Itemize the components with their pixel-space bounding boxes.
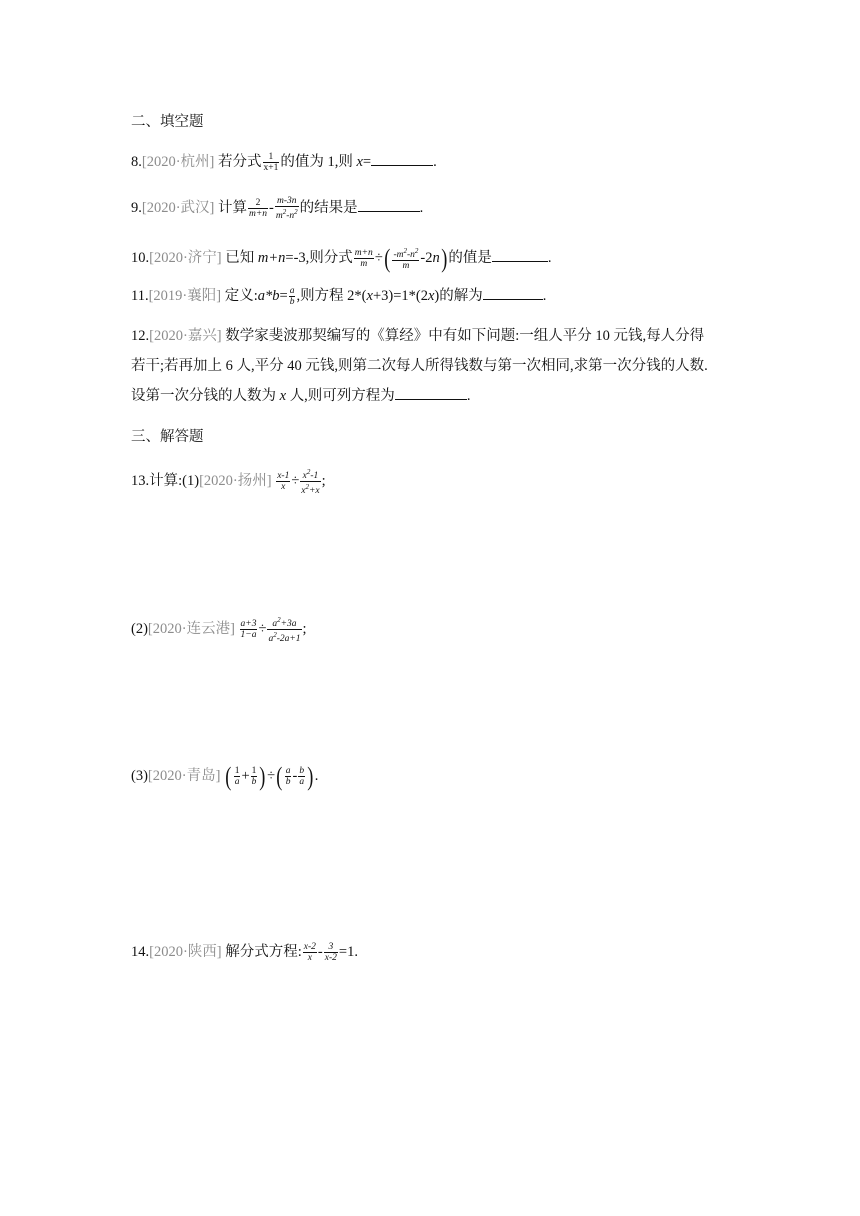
q14-number: 14. bbox=[131, 944, 150, 960]
q9-f2-den-sq1: 2 bbox=[282, 208, 287, 216]
q13-1-f2-num-rest: -1 bbox=[310, 471, 319, 482]
q9-f1-den: m+n bbox=[249, 209, 268, 220]
q11-text-b: ,则方程 2*( bbox=[296, 288, 367, 304]
q13-2-f2-den-a: a bbox=[268, 634, 274, 645]
q13-2-f2-den-rest: -2a+1 bbox=[276, 634, 301, 645]
q13-1-f2-num-x: x bbox=[302, 471, 307, 482]
q8-answer-blank[interactable] bbox=[371, 151, 433, 166]
q9-f1-num: 2 bbox=[248, 198, 268, 209]
q10-f2-num-m: -m bbox=[393, 250, 404, 261]
q11-frac-den: b bbox=[289, 297, 295, 308]
q13-3-frac-2b-num: b bbox=[299, 766, 305, 777]
q13-3-frac-2a-den: b bbox=[285, 777, 291, 788]
q10-right-paren: ) bbox=[441, 243, 448, 273]
q13-2-div: ÷ bbox=[258, 620, 267, 637]
q13-1-source: [2020·扬州] bbox=[199, 472, 272, 489]
q13-2-f2-num-a: a bbox=[272, 619, 278, 630]
q10-n: n bbox=[432, 249, 440, 266]
q10-minus: -2 bbox=[420, 249, 433, 266]
q12-number: 12. bbox=[131, 328, 150, 344]
q8-frac-num: 1 bbox=[263, 152, 280, 163]
q8-source: [2020·杭州] bbox=[141, 154, 215, 170]
q13-1-f2-den-sq: 2 bbox=[305, 483, 310, 492]
q10-end: . bbox=[547, 249, 552, 266]
q9-f2-den-m: m bbox=[275, 211, 283, 222]
q13-2-f1-num: a+3 bbox=[240, 619, 257, 630]
q14-end: =1. bbox=[338, 944, 358, 960]
q13-3-rparen-2: ) bbox=[307, 761, 314, 791]
q11-answer-blank[interactable] bbox=[483, 285, 543, 300]
q9-number: 9. bbox=[131, 199, 142, 216]
q8-var-x: x bbox=[356, 154, 363, 170]
q11-eq: = bbox=[279, 288, 288, 304]
q9-f2-den bbox=[275, 207, 299, 221]
q13-1-fraction-1 bbox=[276, 471, 290, 492]
q14-text-a: 解分式方程: bbox=[221, 944, 302, 960]
q13-3-frac-2b bbox=[298, 766, 305, 787]
q13-3-minus: - bbox=[292, 768, 298, 784]
q9-end: . bbox=[419, 199, 424, 216]
q13-2-f1-den: 1−a bbox=[240, 630, 257, 641]
q13-3-lead: (3) bbox=[131, 768, 148, 784]
q11-x2: x bbox=[427, 288, 435, 304]
q13-3-frac-2a bbox=[285, 766, 292, 787]
q8-end: . bbox=[433, 154, 437, 170]
question-13-part-2 bbox=[131, 615, 307, 644]
q10-f2-num-sq2: 2 bbox=[414, 247, 419, 255]
q13-1-f2-den-rest: +x bbox=[309, 486, 320, 497]
q13-1-f2-den-x: x bbox=[301, 486, 306, 497]
q13-1-f2-den bbox=[300, 482, 320, 496]
q13-1-div: ÷ bbox=[291, 472, 300, 489]
question-9 bbox=[131, 196, 423, 221]
q8-eq: = bbox=[362, 154, 372, 170]
q14-f2-den: x-2 bbox=[324, 953, 337, 964]
q13-1-fraction-2 bbox=[300, 467, 320, 496]
q12-end: . bbox=[466, 388, 471, 404]
q14-op: - bbox=[317, 944, 323, 960]
q13-1-f1-den: x bbox=[281, 482, 286, 493]
q11-text-a: 定义: bbox=[221, 288, 258, 304]
q12-var-x: x bbox=[279, 388, 287, 404]
q13-2-lead: (2) bbox=[131, 620, 148, 637]
q13-3-lparen-2: ( bbox=[276, 761, 283, 791]
q11-end: . bbox=[542, 288, 547, 304]
q13-3-frac-1a-den: a bbox=[234, 777, 240, 788]
q13-2-end: ; bbox=[302, 620, 307, 637]
q13-1-f1-num: x-1 bbox=[277, 471, 290, 482]
q11-source: [2019·襄阳] bbox=[148, 288, 222, 304]
q11-text-d: )的解为 bbox=[434, 288, 483, 304]
q13-2-f2-den bbox=[267, 630, 301, 644]
q10-f2-num-n: -n bbox=[406, 250, 415, 261]
q13-2-fraction-2 bbox=[267, 615, 301, 644]
q10-fraction-2 bbox=[392, 246, 419, 271]
q13-3-frac-1b-den: b bbox=[251, 777, 257, 788]
q12-line-1 bbox=[131, 321, 741, 351]
q14-f1-num: x-2 bbox=[303, 942, 316, 953]
q13-3-lparen-1: ( bbox=[225, 761, 232, 791]
q9-fraction-1 bbox=[248, 198, 268, 219]
question-11 bbox=[131, 285, 546, 307]
q10-f2-num bbox=[392, 246, 419, 261]
q13-1-f2-num bbox=[300, 467, 320, 482]
q12-answer-blank[interactable] bbox=[395, 385, 467, 400]
q10-text-c: 的值是 bbox=[448, 249, 492, 266]
q11-text-c: +3)=1*(2 bbox=[372, 288, 428, 304]
q12-text-3a: 设第一次分钱的人数为 bbox=[131, 388, 280, 404]
q10-left-paren: ( bbox=[384, 243, 391, 273]
q9-op: - bbox=[269, 199, 274, 216]
q10-number: 10. bbox=[131, 249, 150, 266]
q9-f2-den-sq2: 2 bbox=[294, 208, 298, 216]
q12-source: [2020·嘉兴] bbox=[149, 328, 222, 344]
q10-text-a: 已知 bbox=[221, 249, 258, 266]
q13-2-f2-den-sq: 2 bbox=[273, 631, 277, 640]
q10-f1-num: m+n bbox=[354, 248, 373, 259]
q9-answer-blank[interactable] bbox=[358, 197, 420, 212]
q14-fraction-1 bbox=[303, 942, 317, 963]
q13-2-fraction-1 bbox=[240, 619, 258, 640]
q8-text-b: 的值为 1,则 bbox=[280, 154, 357, 170]
q13-3-source: [2020·青岛] bbox=[147, 768, 221, 784]
section-answer-title: 三、解答题 bbox=[131, 429, 204, 445]
q13-2-source: [2020·连云港] bbox=[147, 620, 235, 637]
q13-3-div: ÷ bbox=[267, 768, 276, 784]
q10-div: ÷ bbox=[374, 249, 383, 266]
q14-f1-den: x bbox=[307, 953, 312, 964]
q10-f1-den: m bbox=[360, 259, 368, 270]
q10-fraction-1 bbox=[354, 248, 374, 269]
q8-fraction bbox=[263, 152, 280, 173]
q13-3-rparen-1: ) bbox=[259, 761, 266, 791]
q13-3-end: . bbox=[314, 768, 319, 784]
q13-2-f2-num-rest: +3a bbox=[280, 619, 297, 630]
q10-f2-den: m bbox=[402, 261, 410, 272]
q11-ab: a*b bbox=[257, 288, 280, 304]
q12-text-3b: 人,则可列方程为 bbox=[286, 388, 395, 404]
section-fill-in-title: 二、填空题 bbox=[131, 114, 204, 130]
q13-3-frac-1a-num: 1 bbox=[234, 766, 240, 777]
q11-frac-num: a bbox=[289, 286, 295, 297]
q13-3-frac-1b-num: 1 bbox=[251, 766, 257, 777]
q8-frac-den: x+1 bbox=[263, 163, 279, 174]
question-12 bbox=[131, 321, 741, 411]
q9-text-b: 的结果是 bbox=[299, 199, 358, 216]
q13-3-frac-2a-num: a bbox=[285, 766, 291, 777]
q11-fraction bbox=[289, 286, 296, 307]
q11-x1: x bbox=[366, 288, 373, 304]
q13-3-frac-2b-den: a bbox=[299, 777, 305, 788]
q8-text-a: 若分式 bbox=[214, 154, 262, 170]
question-8 bbox=[131, 151, 437, 173]
q9-fraction-2 bbox=[275, 196, 299, 221]
q13-3-frac-1a bbox=[234, 766, 241, 787]
q11-number: 11. bbox=[131, 288, 149, 304]
question-13-part-1 bbox=[131, 467, 326, 496]
q12-line-3 bbox=[131, 381, 741, 411]
q13-1-f2-num-sq: 2 bbox=[306, 468, 311, 476]
q9-text-a: 计算 bbox=[214, 199, 247, 216]
q10-expr: m+n bbox=[257, 249, 286, 266]
q10-source: [2020·济宁] bbox=[149, 249, 222, 266]
q12-text-1: 数学家斐波那契编写的《算经》中有如下问题:一组人平分 10 元钱,每人分得 bbox=[221, 328, 705, 344]
q13-3-plus: + bbox=[241, 768, 250, 784]
q10-text-b: =-3,则分式 bbox=[285, 249, 353, 266]
q13-1-lead: 13.计算:(1) bbox=[131, 472, 200, 489]
q12-line-2: 若干;若再加上 6 人,平分 40 元钱,则第二次每人所得钱数与第一次相同,求第一次分钱的人数. bbox=[131, 358, 708, 374]
q9-source: [2020·武汉] bbox=[141, 199, 215, 216]
question-10 bbox=[131, 243, 552, 273]
q9-f2-den-n: -n bbox=[286, 211, 295, 222]
q10-answer-blank[interactable] bbox=[492, 247, 548, 262]
q13-1-end: ; bbox=[321, 472, 326, 489]
q13-2-f2-num bbox=[267, 615, 301, 630]
q9-f2-num: m-3n bbox=[275, 196, 299, 207]
q14-f2-num: 3 bbox=[324, 942, 338, 953]
q13-3-frac-1b bbox=[251, 766, 258, 787]
q14-source: [2020·陕西] bbox=[149, 944, 222, 960]
question-13-part-3 bbox=[131, 761, 319, 791]
q13-2-f2-num-sq: 2 bbox=[277, 616, 281, 624]
q14-fraction-2 bbox=[324, 942, 338, 963]
q10-f2-num-sq1: 2 bbox=[403, 247, 407, 255]
q8-number: 8. bbox=[131, 154, 142, 170]
question-14 bbox=[131, 942, 358, 963]
